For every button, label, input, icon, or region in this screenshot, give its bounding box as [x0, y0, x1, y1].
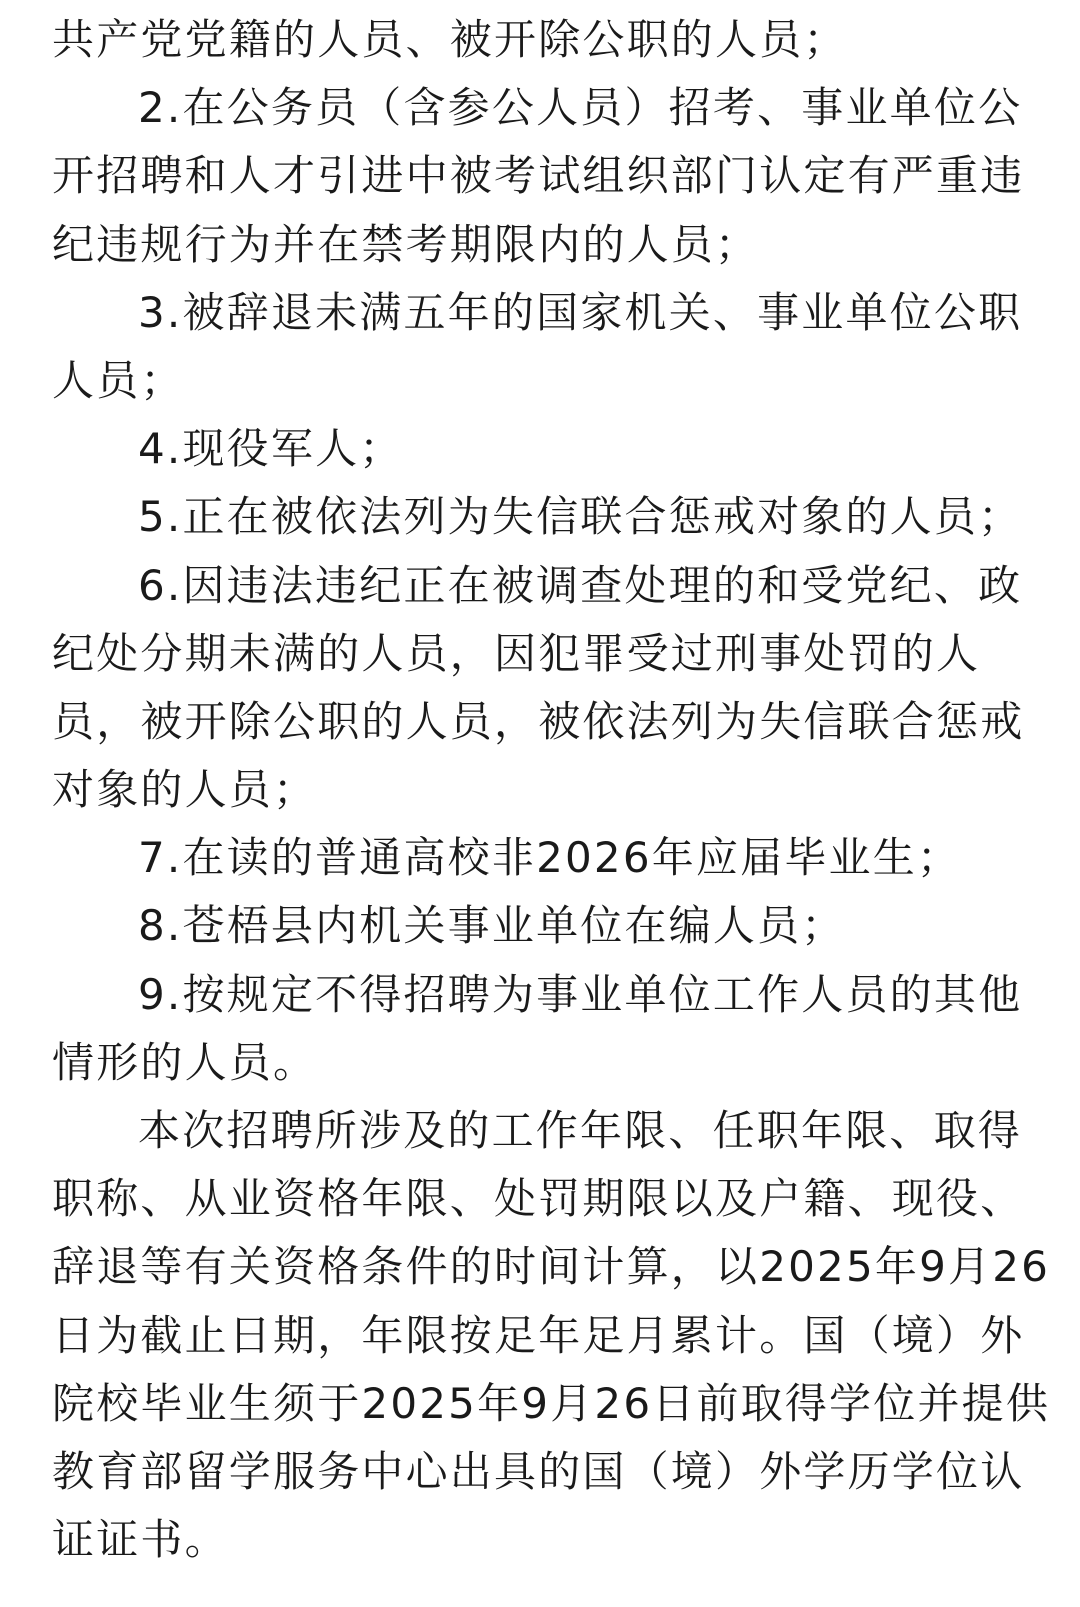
- text-line: 证证书。: [52, 1515, 229, 1565]
- text-line: 院校毕业生须于2025年9月26日前取得学位并提供: [52, 1378, 1051, 1428]
- text-line: 职称、从业资格年限、处罚期限以及户籍、现役、: [52, 1174, 1025, 1224]
- text-line: 4.现役军人；: [138, 424, 404, 474]
- text-line: 纪处分期未满的人员，因犯罪受过刑事处罚的人: [52, 628, 981, 678]
- text-line: 9.按规定不得招聘为事业单位工作人员的其他: [138, 969, 1023, 1019]
- text-line: 对象的人员；: [52, 765, 318, 815]
- text-line: 开招聘和人才引进中被考试组织部门认定有严重违: [52, 151, 1025, 201]
- text-line: 本次招聘所涉及的工作年限、任职年限、取得: [138, 1106, 1023, 1155]
- text-line: 3.被辞退未满五年的国家机关、事业单位公职: [138, 287, 1023, 337]
- text-line: 情形的人员。: [52, 1037, 318, 1087]
- text-line: 8.苍梧县内机关事业单位在编人员；: [138, 901, 846, 951]
- text-line: 2.在公务员（含参公人员）招考、事业单位公: [138, 83, 1023, 133]
- text-line: 人员；: [52, 355, 185, 405]
- text-line: 6.因违法违纪正在被调查处理的和受党纪、政: [138, 560, 1023, 610]
- text-line: 辞退等有关资格条件的时间计算，以2025年9月26: [52, 1242, 1051, 1292]
- text-line: 日为截止日期，年限按足年足月累计。国（境）外: [52, 1310, 1025, 1360]
- text-line: 5.正在被依法列为失信联合惩戒对象的人员；: [138, 492, 1023, 542]
- document-body: [52, 6, 1051, 1574]
- text-line: 教育部留学服务中心出具的国（境）外学历学位认: [52, 1446, 1025, 1496]
- text-line: 共产党党籍的人员、被开除公职的人员；: [52, 15, 848, 64]
- text-line: 员，被开除公职的人员，被依法列为失信联合惩戒: [52, 696, 1025, 746]
- text-line: 纪违规行为并在禁考期限内的人员；: [52, 219, 760, 269]
- text-line: 7.在读的普通高校非2026年应届毕业生；: [138, 833, 962, 883]
